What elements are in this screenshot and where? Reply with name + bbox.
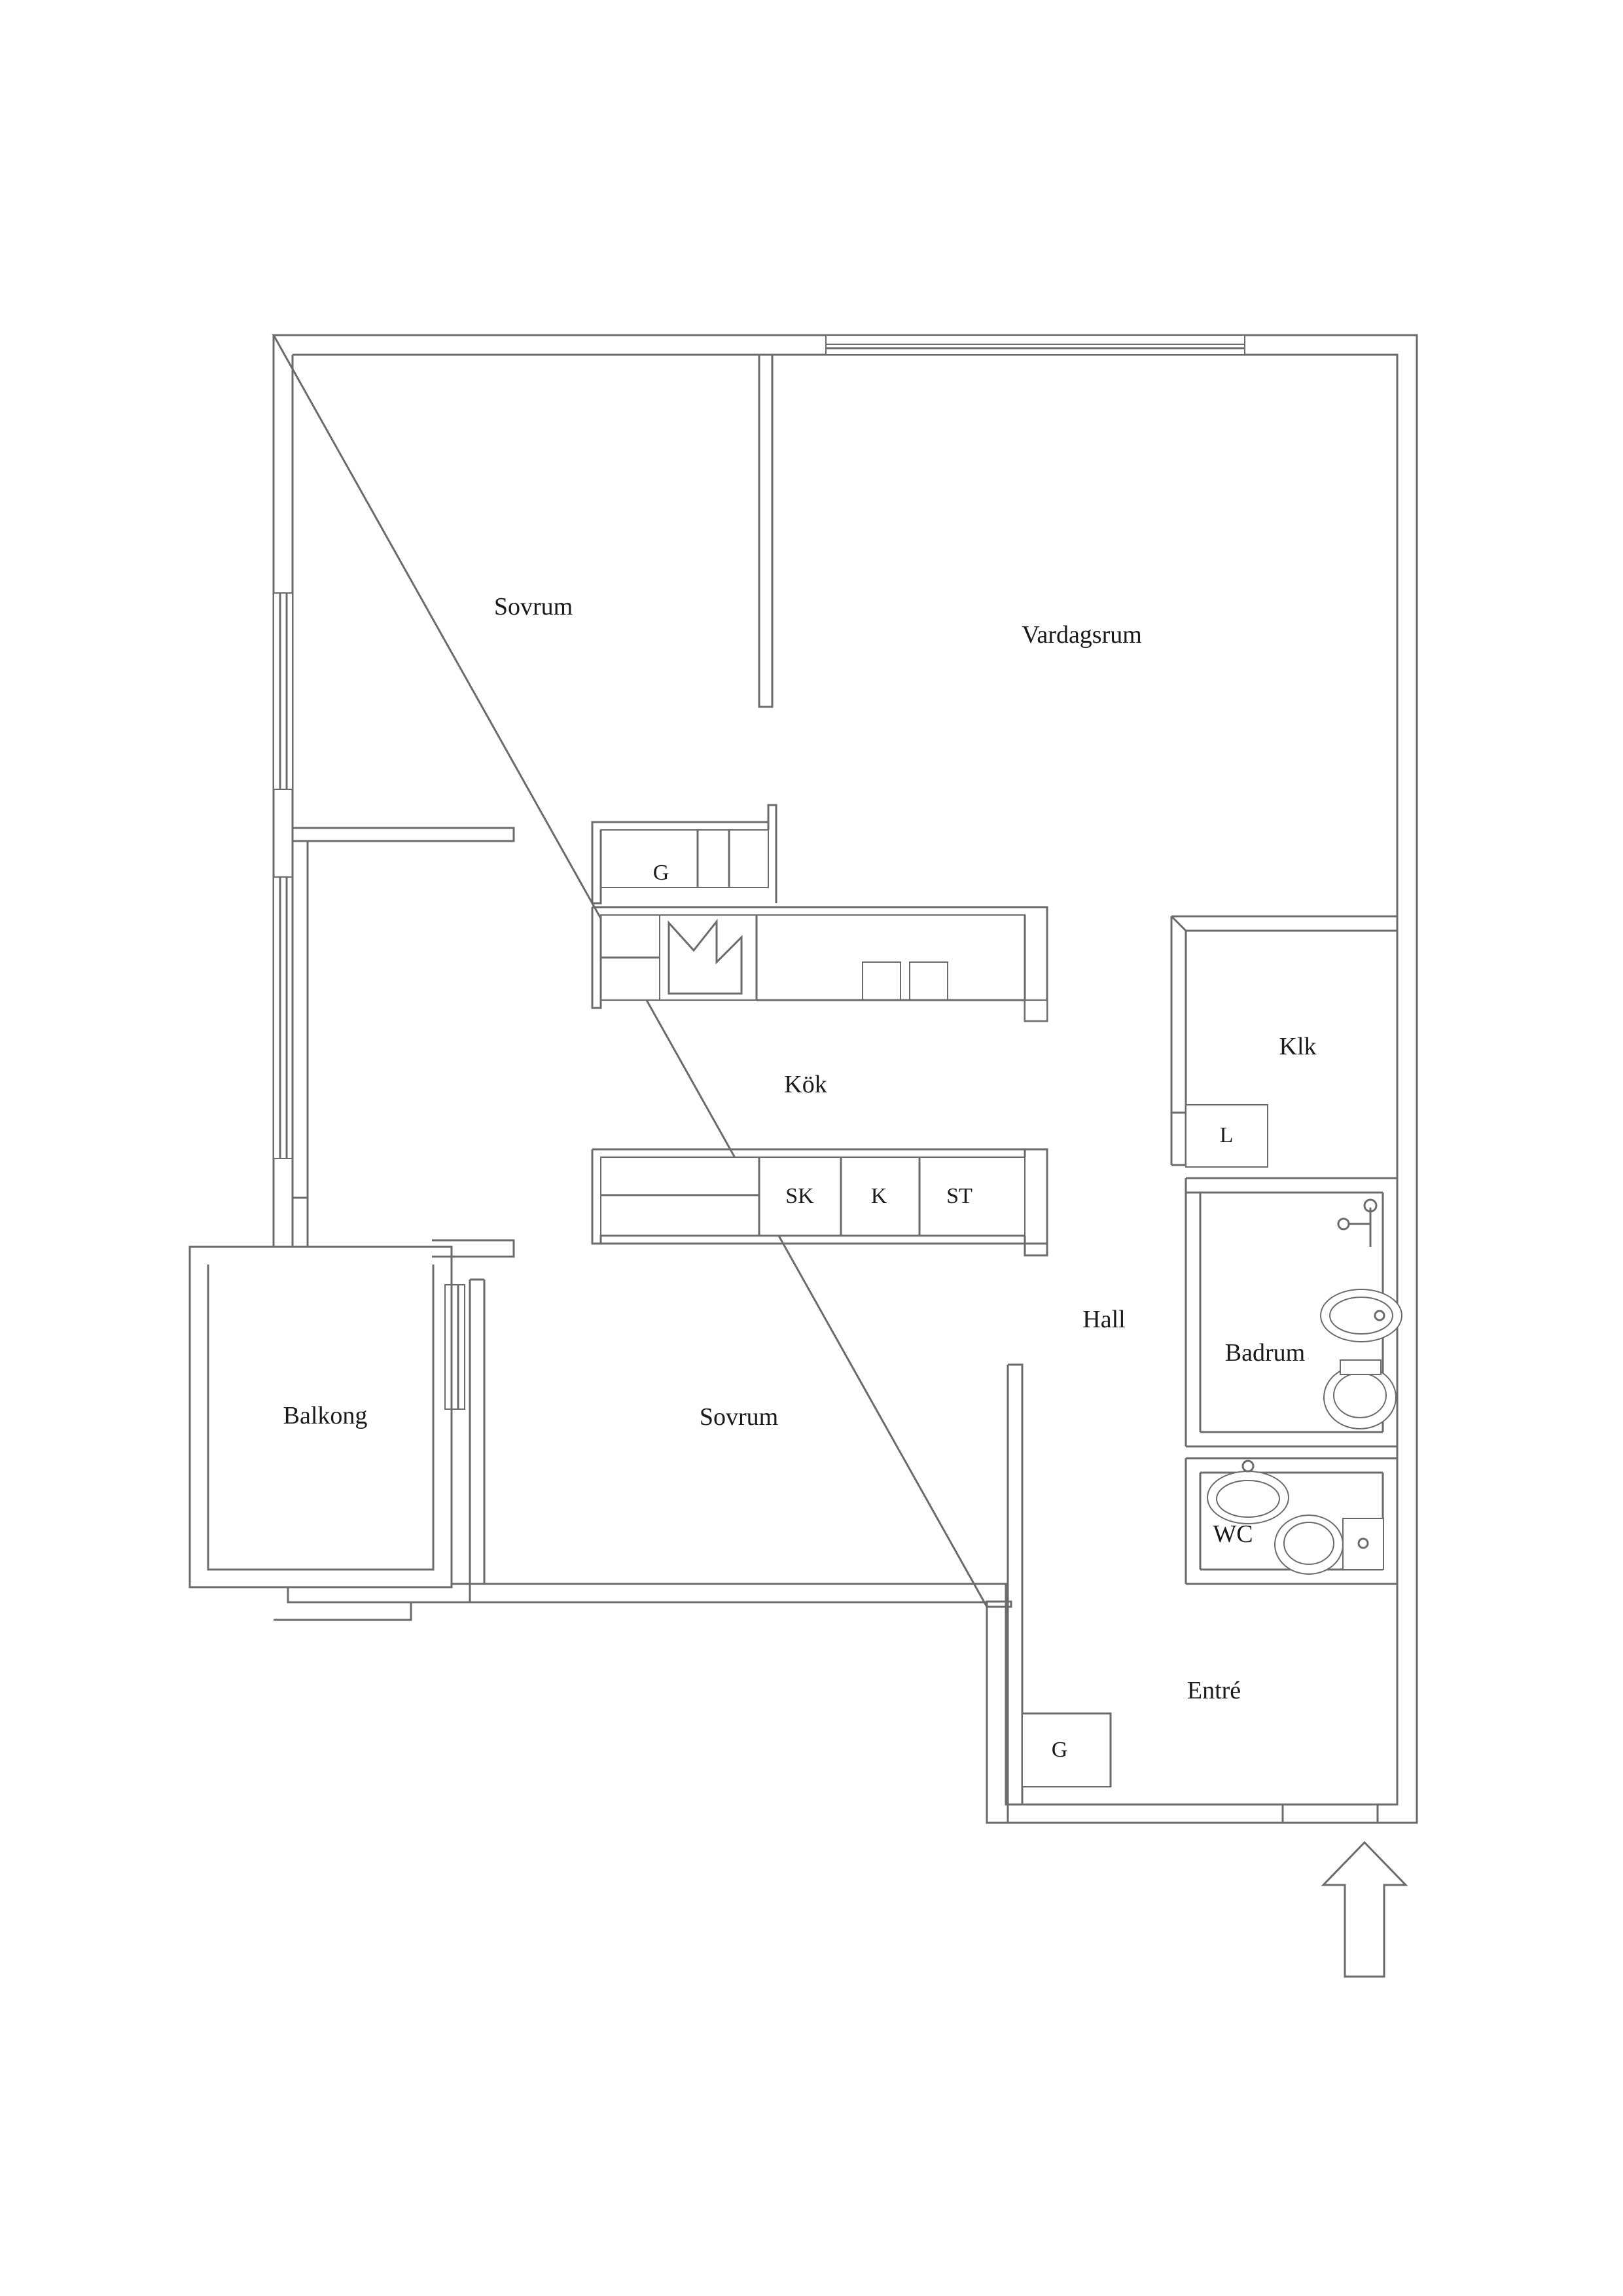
room-label-klk: Klk xyxy=(1279,1033,1317,1060)
balcony-outline xyxy=(190,1247,452,1587)
entre-closet xyxy=(1022,1713,1111,1787)
kitchen-upper-cabinets xyxy=(592,805,776,903)
plan-walls xyxy=(190,335,1417,1977)
entrance-direction-arrow xyxy=(1323,1842,1406,1977)
room-label-vardagsrum: Vardagsrum xyxy=(1022,621,1142,649)
wall-bedroom-living xyxy=(759,355,772,707)
room-label-hall: Hall xyxy=(1082,1306,1126,1333)
room-label-kok: Kök xyxy=(784,1071,827,1098)
kitchen-counter-stove xyxy=(592,907,1047,1021)
fixture-label-garderob-kok: G xyxy=(652,861,669,885)
badrum-fixtures xyxy=(1321,1200,1402,1429)
room-label-entre: Entré xyxy=(1186,1677,1241,1704)
room-label-sovrum-bottom: Sovrum xyxy=(699,1403,779,1431)
fixture-label-skafferi: SK xyxy=(785,1184,814,1208)
kitchen-lower-cabinets xyxy=(592,1149,1047,1255)
window-left-2 xyxy=(274,877,293,1158)
window-top xyxy=(826,335,1245,355)
room-label-sovrum-top: Sovrum xyxy=(493,593,573,620)
balcony-door xyxy=(445,1285,465,1409)
fixture-label-stadskap: ST xyxy=(946,1184,972,1208)
fixture-label-kyl: K xyxy=(870,1184,887,1208)
wall-bedroom-south-1 xyxy=(293,828,514,841)
room-label-badrum: Badrum xyxy=(1224,1339,1306,1367)
fixture-label-tvattmaskin: L xyxy=(1219,1123,1234,1147)
wc-fixtures xyxy=(1207,1461,1383,1574)
room-label-balkong: Balkong xyxy=(283,1402,368,1429)
room-label-wc: WC xyxy=(1213,1520,1253,1548)
window-left-1 xyxy=(274,593,293,789)
fixture-label-garderob-entre: G xyxy=(1051,1738,1068,1762)
laundry-unit xyxy=(1186,1105,1268,1167)
